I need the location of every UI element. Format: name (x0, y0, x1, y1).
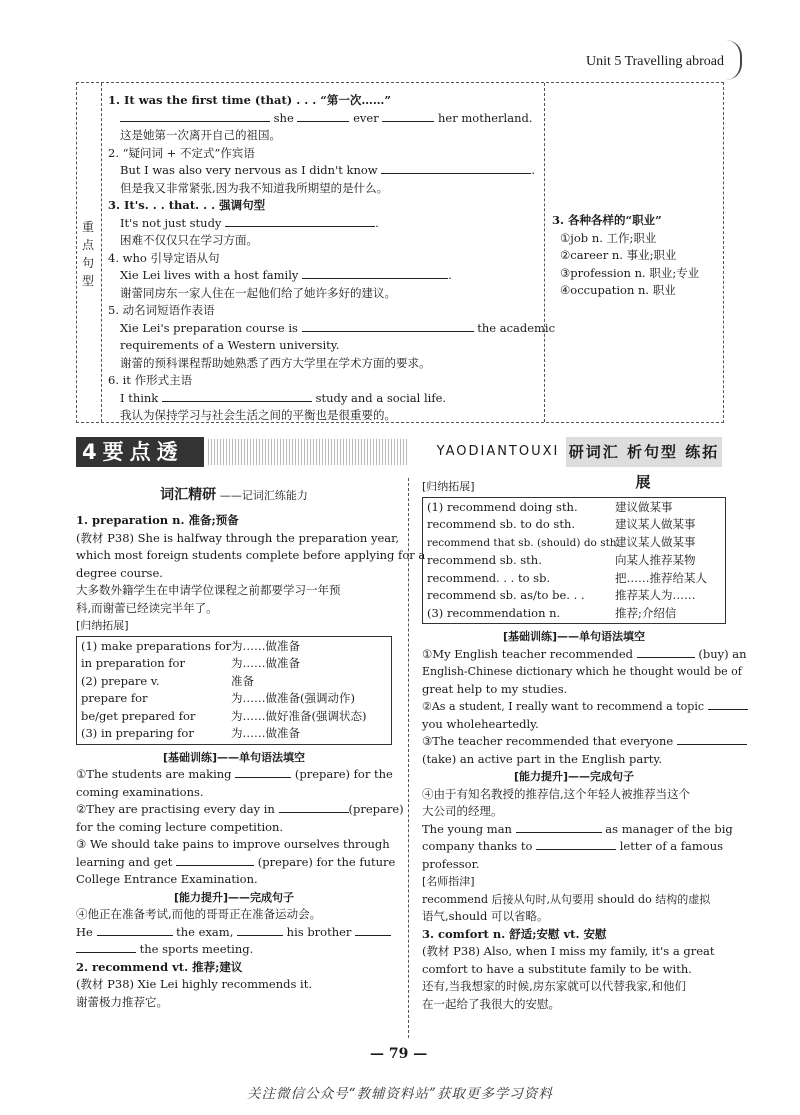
column-divider (408, 478, 409, 1038)
footer-note: 关注微信公众号“教辅资料站”获取更多学习资料 (247, 1086, 553, 1102)
left-column: 词汇精研 ——记词汇练能力 1. preparation n. 准备;预备 (教材 P38) She is halfway through the preparation year, which most foreign students complete before applying for a degree course. 大多数外籍学生在申请学位课程之前都要学习一年预 科,而谢蕾已经读完半年了。 [归纳拓展] (1) make preparations for为……做准备 in preparation for 为……做准备 (2) prepare v. 准备 prepare for 为……做准备(强调动作) be/get prepared for 为……做好准备(强调状态) (3) in preparing for 为……做准备 [基础训练]——单句语法填空 ①The students are making (prepare) for the coming examinations. ②They are practising every day in (prepare) for the coming lecture competition. ③ We should take pains to improve ourselves through learning and get (prepare) for the future College Entrance Examination. [能力提升]——完成句子 ④他正在准备考试,而他的哥哥正在准备运动会。 He the exam, his brother the sports meeting. 2. recommend vt. 推荐;建议 (教材 P38) Xie Lei highly recommends it. 谢蕾极力推荐它。 (76, 487, 426, 1009)
page-edge-decoration (726, 40, 742, 80)
page-number: — 79 — (370, 1046, 428, 1062)
right-column: [归纳拓展] (1) recommend doing sth. 建议做某事 recommend sb. to do sth. 建议某人做某事 recommend that sb. (should) do sth.建议某人做某事 recommend sb. sth. 向某人推荐某物 recommend. . . to sb. 把……推荐给某人 recommend sb. as/to be. . . 推荐某人为…… (3) recommendation n. 推荐;介绍信 [基础训练]——单句语法填空 ①My English teacher recommended (buy) an English-Chinese dictionary which he thought would be of great help to my studies. ②As a student, I really want to recommend a topic you wholeheartedly. ③The teacher recommended that everyone (take) an active part in the English party. [能力提升]——完成句子 ④由于有知名教授的推荐信,这个年轻人被推荐当这个 大公司的经理。 The young man as manager of the big company thanks to letter of a famous professor. [名师指津] recommend 后接从句时,从句要用 should do 结构的虚拟 语气,should 可以省略。 3. comfort n. 舒适;安慰 vt. 安慰 (教材 P38) Also, when I miss my family, it's a great comfort to have a substitute family to be with. 还有,当我想家的时候,房东家就可以代替我家,和他们 在一起给了我很大的安慰。 (422, 480, 747, 1011)
career-vocab: 3. 各种各样的“职业” ①job n. 工作;职业 ②career n. 事业;职业 ③profession n. 职业;专业 ④occupation n. 职业 (552, 213, 700, 297)
prep-expand-box: (1) make preparations for为……做准备 in preparation for 为……做准备 (2) prepare v. 准备 prepare for 为……做准备(强调动作) be/get prepared for 为……做好准备(强调状态) (3) in preparing for 为……做准备 (76, 636, 392, 745)
side-label: 重 点 句 型 (81, 220, 94, 288)
vocab-heading: 词汇精研 (160, 487, 217, 503)
unit-header: Unit 5 Travelling abroad (585, 54, 724, 69)
key-sentences: 1. It was the first time (that) . . . “第一次……” she ever her motherland. 这是她第一次离开自己的祖国。 2. “疑问词 + 不定式”作宾语 But I was also very nervous as I didn't know . 但是我又非常紧张,因为我不知道我所期望的是什么。 3. It's. . . that. . . 强调句型 It's not just study . 困难不仅仅只在学习方面。 4. who 引导定语从句 Xie Lei lives with a host family . 谢蕾同房东一家人住在一起他们给了她许多好的建议。 5. 动名词短语作表语 Xie Lei's preparation course is the academic requirements of a Western university. 谢蕾的预科课程帮助她熟悉了西方大学里在学术方面的要求。 6. it 作形式主语 I think study and a social life. 我认为保持学习与社会生活之间的平衡也是很重要的。 (108, 93, 556, 422)
section-banner: 4要点透析 YAODIANTOUXI 研词汇 析句型 练拓展 (76, 437, 722, 467)
recommend-expand-box: (1) recommend doing sth. 建议做某事 recommend sb. to do sth. 建议某人做某事 recommend that sb. (should) do sth.建议某人做某事 recommend sb. sth. 向某人推荐某物 recommend. . . to sb. 把……推荐给某人 recommend sb. as/to be. . . 推荐某人为…… (3) recommendation n. 推荐;介绍信 (422, 497, 726, 625)
section-title: 4要点透析 (76, 437, 204, 467)
